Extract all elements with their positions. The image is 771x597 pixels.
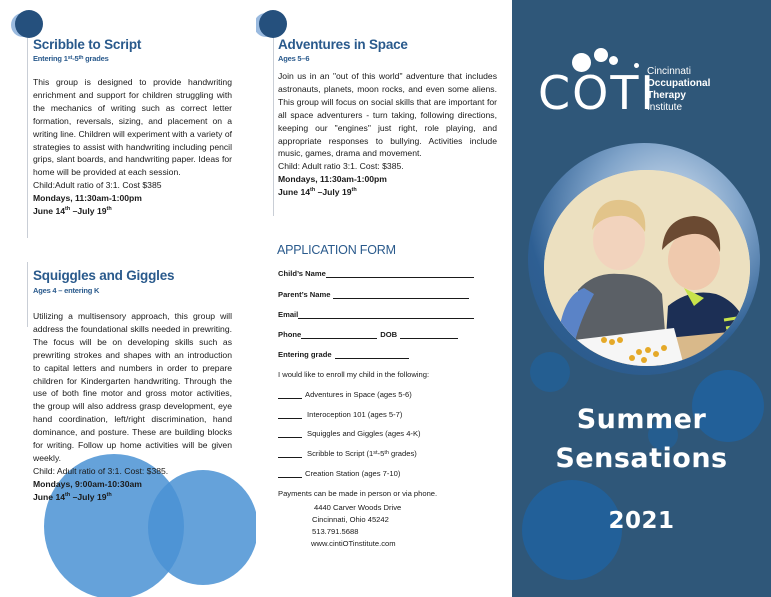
org-name: Cincinnati Occupational Therapy Institute xyxy=(647,66,711,113)
description: Join us in an "out of this world" adventure that includes astronauts, planets, moon rocks, and even some aliens. This group will focus on social skills that are important for all space adventurers - turn taking, following directions, keeping our "engines" just right, role playing, and appropriate responses to bullying. Activities include music, games, drama and movement. xyxy=(278,71,497,159)
enroll-checkbox-blank[interactable] xyxy=(278,449,302,458)
children-photo xyxy=(544,170,750,366)
enroll-option-interoception[interactable]: Interoception 101 (ages 5-7) xyxy=(278,410,402,419)
logo-dot-icon xyxy=(594,48,608,62)
dates: June 14th –July 19th xyxy=(33,491,112,502)
parent-name-blank[interactable] xyxy=(333,290,469,299)
section-subtitle-space: Ages 5–6 xyxy=(278,54,310,63)
ratio-cost: Child: Adult ratio 3:1. Cost: $385. xyxy=(278,161,404,172)
logo-wordmark: COTI xyxy=(538,66,656,120)
entering-grade-blank[interactable] xyxy=(335,350,409,359)
email-field[interactable]: Email xyxy=(278,310,474,319)
entering-grade-field[interactable]: Entering grade xyxy=(278,350,409,359)
bullet-dot-icon xyxy=(15,10,43,38)
phone-blank[interactable] xyxy=(301,330,377,339)
section-body-squiggles xyxy=(33,310,232,504)
description: This group is designed to provide handwriting enrichment and support for children struggling with the mechanics of writing such as correct letter formation, reversals, sizing, and placement on a writing line. Children will experiment with a variety of strategies to assist with handwriting including pencil grips, slant boards, and handwriting paper. Ideas for home will be provided at each session. xyxy=(33,77,232,178)
phone-number: 513.791.5688 xyxy=(312,527,359,536)
phone-dob-field[interactable]: Phone DOB xyxy=(278,330,458,339)
enroll-checkbox-blank[interactable] xyxy=(278,469,302,478)
enroll-option-space[interactable]: Adventures in Space (ages 5-6) xyxy=(278,390,412,399)
schedule: Mondays, 11:30am-1:00pm xyxy=(33,193,142,204)
section-body-scribble xyxy=(33,76,232,218)
cover-title-line1: Summer xyxy=(576,404,707,435)
dates: June 14th –July 19th xyxy=(33,206,112,217)
section-title-squiggles: Squiggles and Giggles xyxy=(33,268,175,283)
ratio-cost: Child:Adult ratio of 3:1. Cost $385 xyxy=(33,180,162,191)
decorative-dot xyxy=(530,352,570,392)
enroll-option-creation[interactable]: Creation Station (ages 7-10) xyxy=(278,469,400,478)
schedule: Mondays, 11:30am-1:00pm xyxy=(278,174,387,185)
middle-panel xyxy=(256,0,512,597)
ratio-cost: Child: Adult ratio of 3:1. Cost: $385. xyxy=(33,465,169,476)
section-subtitle-squiggles: Ages 4 – entering K xyxy=(33,286,100,295)
cover-title-line2: Sensations xyxy=(555,443,728,474)
section-subtitle-scribble: Entering 1st-5th grades xyxy=(33,54,109,63)
dob-blank[interactable] xyxy=(400,330,458,339)
schedule: Mondays, 9:00am-10:30am xyxy=(33,478,142,489)
section-title-space: Adventures in Space xyxy=(278,37,408,52)
divider-line xyxy=(27,262,28,327)
section-body-space xyxy=(278,70,497,199)
enroll-checkbox-blank[interactable] xyxy=(278,390,302,399)
left-panel xyxy=(0,0,256,597)
children-photo-illustration xyxy=(544,170,750,366)
child-name-blank[interactable] xyxy=(326,269,474,278)
enroll-prompt: I would like to enroll my child in the following: xyxy=(278,370,430,379)
address-line2: Cincinnati, Ohio 45242 xyxy=(312,515,389,524)
description: Utilizing a multisensory approach, this group will address the foundational skills needed in prewriting. The focus will be on developing skills such as prewriting strokes and shapes with an introduction to capital letters and numbers in order to prepare children for Kindergarten handwriting. Through the use of both fine motor and gross motor activities, the group will also address grasp development, eye hand coordination, left/right discrimination, hand dominance, and posture. These are building blocks for writing. Follow up home activities will be given weekly. xyxy=(33,311,232,463)
email-blank[interactable] xyxy=(298,310,474,319)
cover-panel xyxy=(512,0,771,597)
child-name-field[interactable]: Child’s Name xyxy=(278,269,474,278)
enroll-option-squiggles[interactable]: Squiggles and Giggles (ages 4-K) xyxy=(278,429,421,438)
website-link[interactable]: www.cintiOTinstitute.com xyxy=(311,539,396,548)
logo-dot-icon xyxy=(609,56,618,65)
enroll-checkbox-blank[interactable] xyxy=(278,410,302,419)
parent-name-field[interactable]: Parent’s Name xyxy=(278,290,469,299)
enroll-option-scribble[interactable]: Scribble to Script (1st-5th grades) xyxy=(278,449,417,458)
address-line1: 4440 Carver Woods Drive xyxy=(314,503,402,512)
cover-year: 2021 xyxy=(608,508,675,534)
payment-note: Payments can be made in person or via phone. xyxy=(278,489,438,498)
enroll-checkbox-blank[interactable] xyxy=(278,429,302,438)
application-form-title: APPLICATION FORM xyxy=(277,243,396,257)
section-title-scribble: Scribble to Script xyxy=(33,37,142,52)
divider-line xyxy=(273,34,274,216)
bullet-dot-icon xyxy=(259,10,287,38)
divider-line xyxy=(27,34,28,238)
dates: June 14th –July 19th xyxy=(278,187,357,198)
